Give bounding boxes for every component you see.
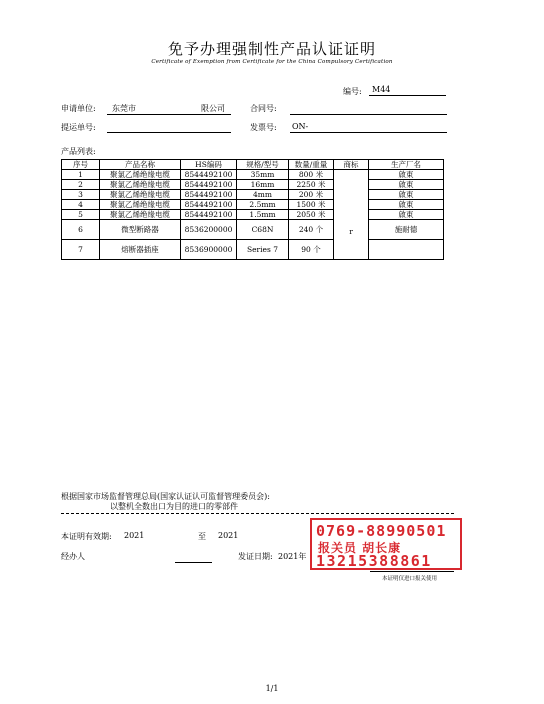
cell-brand (334, 170, 369, 220)
invoice-label: 发票号: (250, 123, 277, 132)
stamp-mobile: 13215388861 (316, 552, 432, 570)
invoice-value: ON- (292, 122, 309, 131)
valid-to-label: 至 (198, 532, 206, 541)
valid-label: 本证明有效期: (61, 532, 112, 541)
issue-value: 2021年 (278, 552, 307, 561)
cell-index: 2 (62, 180, 100, 190)
cell-index: 6 (62, 220, 100, 240)
cell-quantity: 200 米 (289, 190, 334, 200)
cell-quantity: 90 个 (289, 240, 334, 260)
number-label: 编号: (343, 87, 362, 96)
cell-manufacturer: 啟東 (369, 170, 444, 180)
header-manufacturer: 生产厂名 (369, 160, 444, 170)
usage-note-overline (370, 571, 454, 572)
product-table (61, 159, 444, 260)
cell-quantity: 1500 米 (289, 200, 334, 210)
page-number: 1/1 (265, 684, 279, 693)
cell-manufacturer: 啟東 (369, 190, 444, 200)
cell-spec: C68N (237, 220, 289, 240)
cell-spec: 4mm (237, 190, 289, 200)
cell-manufacturer: 啟東 (369, 200, 444, 210)
invoice-underline (290, 132, 447, 133)
cell-hs-code: 8536900000 (181, 240, 237, 260)
cell-quantity: 2050 米 (289, 210, 334, 220)
customs-broker-stamp (310, 518, 462, 570)
table-row (62, 170, 444, 180)
cell-spec: 16mm (237, 180, 289, 190)
applicant-city: 东莞市 (112, 104, 136, 113)
cell-spec: 2.5mm (237, 200, 289, 210)
cell-hs-code: 8544492100 (181, 180, 237, 190)
valid-to: 2021 (218, 531, 239, 540)
header-index: 序号 (62, 160, 100, 170)
cell-product-name: 聚氯乙烯绝缘电缆 (100, 190, 181, 200)
contract-underline (290, 114, 447, 115)
table-row (62, 220, 444, 240)
valid-from: 2021 (124, 531, 145, 540)
table-row (62, 240, 444, 260)
table-row (62, 190, 444, 200)
number-underline (369, 95, 446, 96)
stamp-phone: 0769-88990501 (316, 522, 447, 540)
bill-underline (107, 132, 231, 133)
cell-index: 7 (62, 240, 100, 260)
cell-product-name: 聚氯乙烯绝缘电缆 (100, 170, 181, 180)
handler-underline (175, 562, 212, 563)
cell-manufacturer: 施耐德 (369, 220, 444, 240)
cell-quantity: 800 米 (289, 170, 334, 180)
table-row (62, 210, 444, 220)
cell-index: 5 (62, 210, 100, 220)
cell-manufacturer: 啟東 (369, 210, 444, 220)
cell-spec: 1.5mm (237, 210, 289, 220)
cell-product-name: 聚氯乙烯绝缘电缆 (100, 180, 181, 190)
cell-product-name: 微型断路器 (100, 220, 181, 240)
document-title: 免予办理强制性产品认证证明 (167, 40, 376, 58)
usage-note: 本证明仅进口报关使用 (382, 576, 438, 582)
cell-manufacturer (369, 240, 444, 260)
issue-label: 发证日期: (238, 552, 273, 561)
applicant-label: 申请单位: (61, 104, 96, 113)
header-quantity: 数量/重量 (289, 160, 334, 170)
stamp-role-name: 报关员 胡长康 (318, 541, 402, 555)
product-list-label: 产品列表: (61, 147, 96, 156)
table-row (62, 180, 444, 190)
bill-label: 提运单号: (61, 123, 96, 132)
cell-product-name: 熔断器插座 (100, 240, 181, 260)
cell-quantity: 2250 米 (289, 180, 334, 190)
cell-hs-code: 8544492100 (181, 170, 237, 180)
cell-spec: 35mm (237, 170, 289, 180)
handler-label: 经办人 (61, 552, 85, 561)
header-brand: 商标 (334, 160, 369, 170)
cell-index: 4 (62, 200, 100, 210)
cell-product-name: 聚氯乙烯绝缘电缆 (100, 210, 181, 220)
table-header-row (62, 160, 444, 170)
cell-hs-code: 8544492100 (181, 190, 237, 200)
cell-brand: r (334, 220, 369, 260)
basis-line-2: 以整机全数出口为目的进口的零部件 (110, 502, 238, 511)
applicant-suffix: 限公司 (201, 104, 225, 113)
header-product-name: 产品名称 (100, 160, 181, 170)
cell-hs-code: 8536200000 (181, 220, 237, 240)
cell-spec: Series 7 (237, 240, 289, 260)
applicant-underline (107, 114, 231, 115)
table-row (62, 200, 444, 210)
divider-dashed (61, 513, 454, 514)
cell-quantity: 240 个 (289, 220, 334, 240)
contract-label: 合同号: (250, 104, 277, 113)
cell-manufacturer: 啟東 (369, 180, 444, 190)
number-value: M44 (372, 85, 391, 94)
cell-product-name: 聚氯乙烯绝缘电缆 (100, 200, 181, 210)
cell-hs-code: 8544492100 (181, 200, 237, 210)
cell-index: 3 (62, 190, 100, 200)
basis-line-1: 根据国家市场监督管理总局(国家认证认可监督管理委员会): (61, 492, 270, 501)
header-spec: 规格/型号 (237, 160, 289, 170)
header-hs-code: HS编码 (181, 160, 237, 170)
document-subtitle: Certificate of Exemption from Certificate for the China Compulsory Certification (151, 59, 393, 65)
cell-hs-code: 8544492100 (181, 210, 237, 220)
cell-index: 1 (62, 170, 100, 180)
